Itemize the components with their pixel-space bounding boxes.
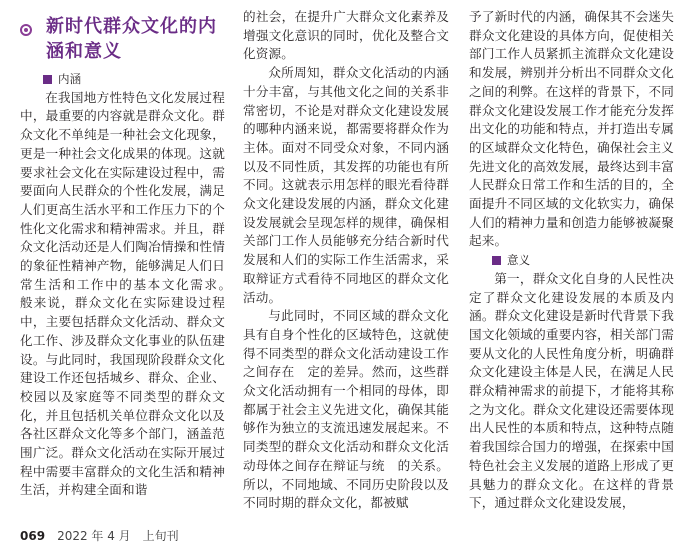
section-heading-connotation [20,70,225,89]
article-title: 新时代群众文化的内涵和意义 [46,16,217,62]
section-heading-significance [469,251,674,270]
column-2 [243,8,449,513]
paragraph: 众所周知，群众文化活动的内涵十分丰富，与其他文化之间的关系非常密切，不论是对群众文化建设发展的哪种内涵来说，都需要将群众作为主体。面对不同受众对象，不同内涵以及不同性质，其发挥的功能也有所不同。这就表示用怎样的眼光看待群众文化建设发展的内涵，群众文化建设发展就会呈现怎样的规律，确保相关部门工作人员能够充分结合新时代发展和人们的实际工作生活需求，采取辩证方式看待不同地区的群众文化活动。 [243,65,449,305]
paragraph: 予了新时代的内涵，确保其不会迷失群众文化建设的具体方向，促使相关部门工作人员紧抓主流群众文化建设和发展，辨别并分析出不同群众文化之间的利弊。在这样的背景下，不同群众文化建设发展工作才能充分发挥出文化的功能和特点，并打造出专属的区域群众文化特色，确保社会主义先进文化的高效发展，最终达到丰富人民群众日常工作和生活的目的，全面提升不同区域的文化软实力，确保人们的精神力量和创造力能够被凝聚起来。 [469,9,674,249]
page-number: 069 [20,529,46,543]
section-square-icon [492,256,501,265]
paragraph: 在我国地方性特色文化发展过程中，最重要的内容就是群众文化。群众文化不单纯是一种社会文化现象，更是一种社会文化成果的体现。这就要求社会文化在实际建设过程中，需要面向人民群众的个性化发展，满足人们更高生活水平和工作压力下的个性化文化需求和精神需求。并且，群众文化活动还是人们陶冶情操和性情的象征性精神产物，能够满足人们日常生活和工作中的基本文化需求。 般来说，群众文化在实际建设过程中，主要包括群众文化活动、群众文化工作、涉及群众文化事业的队伍建设。与此同时，我国现阶段群众文化建设工作还包括城乡、群众、企业、校园以及家庭等不同类型的群众文化，并且包括机关单位群众文化以及各社区群众文化等多个部门，涵盖范围广泛。群众文化活动在实际开展过程中需要丰富群众的文化生活和精神生活，并构建全面和谐 [20,89,238,498]
paragraph: 第一，群众文化自身的人民性决定了群众文化建设发展的本质及内涵。群众文化建设是新时代背景下我国文化领域的重要内容，相关部门需要从文化的人民性角度分析，明确群众文化建设主体是人民，在满足人民群众精神需求的前提下，才能将其称之为文化。群众文化建设还需要体现出人民性的本质和特点，这种特点随着我国综合国力的增强，在探索中国特色社会主义发展的道路上形成了更具魅力的群众文化。在这样的背景下，通过群众文化建设发展， [469,270,674,511]
column-3 [469,8,674,513]
issue-info: 2022 年 4 月 上旬刊 [57,529,179,543]
paragraph: 的社会，在提升广大群众文化素养及增强文化意识的同时，优化及整合文化资源。 [243,9,449,62]
paragraph: 与此同时，不同区域的群众文化具有自身个性化的区域特色，这就使得不同类型的群众文化活动建设工作之间存在 定的差异。然而，这些群众文化活动拥有一个相同的母体，即都属于社会主义先进文化，确保其能够作为独立的支流迅速发展起来。不同类型的群众文化活动和群众文化活动母体之间存在辩证与统 的关系。所以，不同地域、不同历史阶段以及不同时期的群众文化，都被赋 [243,308,449,511]
bullet-circle-icon [20,24,32,36]
article-header [20,14,230,64]
column-1 [20,70,238,500]
page-footer [20,527,179,544]
section-heading-label: 意义 [507,253,531,268]
section-heading-label: 内涵 [58,72,82,86]
section-square-icon [43,75,52,84]
